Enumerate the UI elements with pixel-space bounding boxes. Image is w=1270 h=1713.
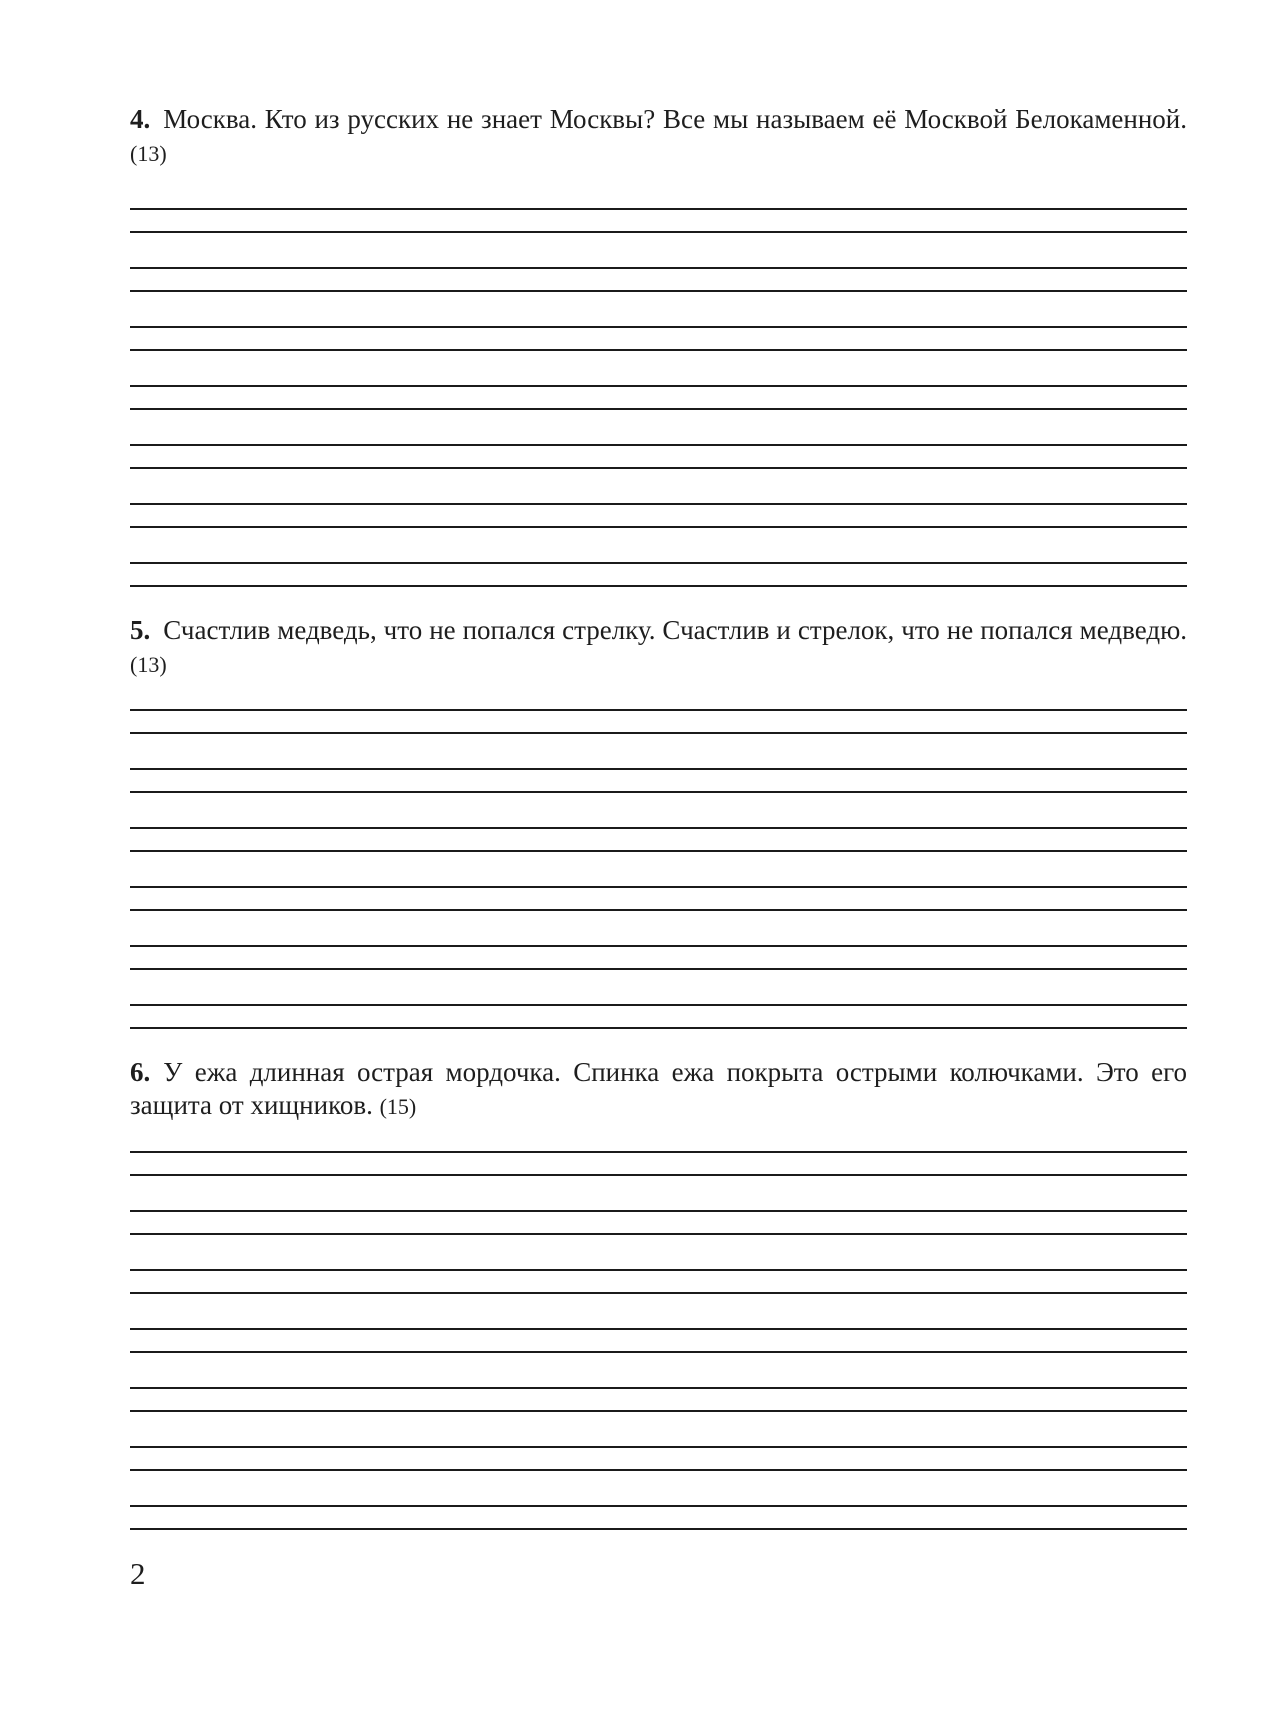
ruled-line [130, 467, 1187, 469]
ruled-line [130, 732, 1187, 734]
writing-line-pair [130, 709, 1187, 734]
exercise-5 [130, 614, 1187, 1029]
exercise-6-number: 6. [130, 1057, 151, 1087]
writing-line-pair [130, 1387, 1187, 1412]
exercise-6 [130, 1056, 1187, 1530]
writing-line-pair [130, 1151, 1187, 1176]
ruled-line [130, 408, 1187, 410]
writing-line-pair [130, 1269, 1187, 1294]
writing-line-pair [130, 945, 1187, 970]
exercise-4-number: 4. [130, 104, 151, 134]
ruled-line [130, 945, 1187, 947]
ruled-line [130, 1292, 1187, 1294]
writing-line-pair [130, 208, 1187, 233]
writing-line-pair [130, 562, 1187, 587]
ruled-line [130, 827, 1187, 829]
ruled-line [130, 1528, 1187, 1530]
exercise-5-text: Счастлив медведь, что не попался стрелку. Счастлив и стрелок, что не попался медведю. [163, 615, 1187, 645]
ruled-line [130, 1469, 1187, 1471]
ruled-line [130, 1351, 1187, 1353]
ruled-line [130, 526, 1187, 528]
ruled-line [130, 1328, 1187, 1330]
exercise-6-word-count: (15) [379, 1094, 417, 1119]
writing-line-pair [130, 1210, 1187, 1235]
writing-line-pair [130, 267, 1187, 292]
exercise-4-text: Москва. Кто из русских не знает Москвы? Все мы называем её Москвой Белокаменной. [163, 104, 1187, 134]
exercise-5-heading [130, 614, 1187, 681]
ruled-line [130, 1174, 1187, 1176]
writing-line-pair [130, 503, 1187, 528]
ruled-line [130, 1446, 1187, 1448]
ruled-line [130, 1387, 1187, 1389]
ruled-line [130, 1410, 1187, 1412]
writing-line-pair [130, 827, 1187, 852]
ruled-line [130, 1269, 1187, 1271]
exercise-4-word-count: (13) [130, 141, 167, 166]
ruled-line [130, 585, 1187, 587]
ruled-line [130, 326, 1187, 328]
ruled-line [130, 909, 1187, 911]
writing-line-pair [130, 1505, 1187, 1530]
writing-line-pair [130, 444, 1187, 469]
ruled-line [130, 1027, 1187, 1029]
ruled-line [130, 349, 1187, 351]
page-content [130, 103, 1187, 1530]
ruled-line [130, 886, 1187, 888]
writing-line-pair [130, 886, 1187, 911]
writing-line-pair [130, 1004, 1187, 1029]
exercise-5-writing-lines [130, 709, 1187, 1029]
exercise-5-number: 5. [130, 615, 151, 645]
writing-line-pair [130, 1446, 1187, 1471]
ruled-line [130, 709, 1187, 711]
ruled-line [130, 562, 1187, 564]
exercise-4-heading [130, 103, 1187, 170]
writing-line-pair [130, 1328, 1187, 1353]
ruled-line [130, 768, 1187, 770]
ruled-line [130, 231, 1187, 233]
page-number: 2 [130, 1556, 146, 1591]
exercise-6-heading [130, 1056, 1187, 1123]
exercise-4-writing-lines [130, 208, 1187, 587]
ruled-line [130, 1505, 1187, 1507]
writing-line-pair [130, 326, 1187, 351]
exercise-4 [130, 103, 1187, 587]
ruled-line [130, 503, 1187, 505]
exercise-6-writing-lines [130, 1151, 1187, 1530]
ruled-line [130, 290, 1187, 292]
ruled-line [130, 791, 1187, 793]
ruled-line [130, 1004, 1187, 1006]
writing-line-pair [130, 768, 1187, 793]
ruled-line [130, 1210, 1187, 1212]
ruled-line [130, 1233, 1187, 1235]
ruled-line [130, 1151, 1187, 1153]
ruled-line [130, 444, 1187, 446]
exercise-5-word-count: (13) [130, 652, 167, 677]
exercise-6-text: У ежа длинная острая мордочка. Спинка ежа покрыта острыми колючками. Это его защита от хищников. [130, 1057, 1187, 1120]
ruled-line [130, 208, 1187, 210]
ruled-line [130, 968, 1187, 970]
ruled-line [130, 267, 1187, 269]
writing-line-pair [130, 385, 1187, 410]
ruled-line [130, 850, 1187, 852]
ruled-line [130, 385, 1187, 387]
